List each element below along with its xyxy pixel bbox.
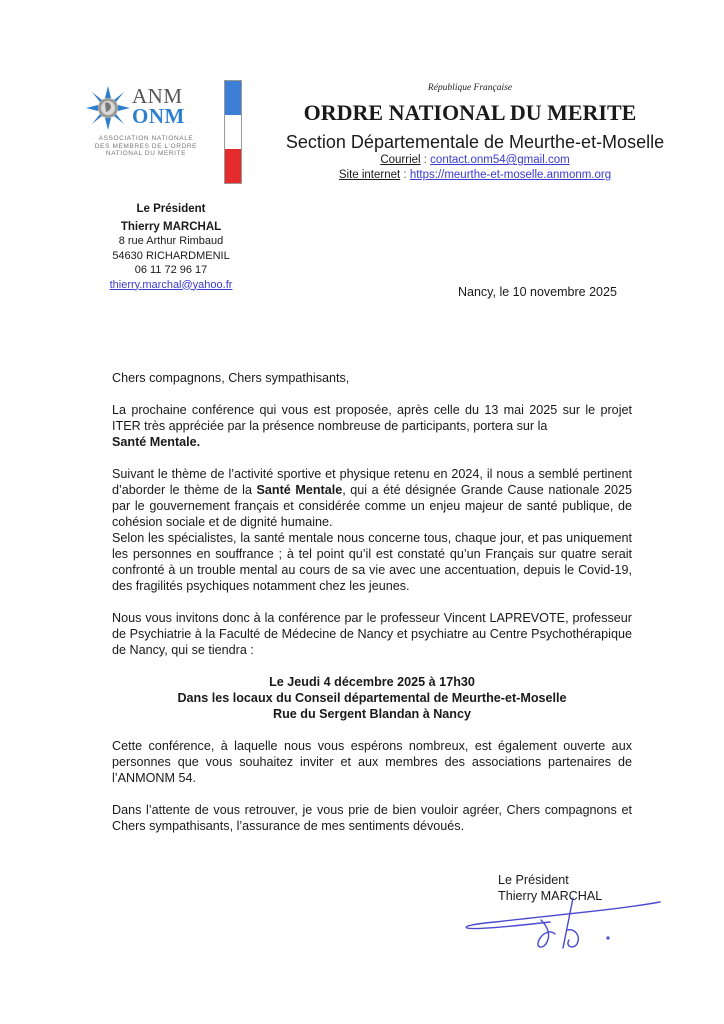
sender-address-city: 54630 RICHARDMENIL [112, 249, 230, 262]
paragraph-text: La prochaine conférence qui vous est proposée, après celle du 13 mai 2025 sur le projet ITER très appréciée par la présence nombreuse de participants, portera sur la [112, 403, 632, 433]
logo-subtitle [84, 135, 208, 158]
republic-label: République Française [427, 83, 513, 93]
email-line [250, 154, 700, 166]
logo-onm-text: ONM [132, 104, 185, 128]
paragraph-2 [112, 466, 632, 530]
sender-address-street: 8 rue Arthur Rimbaud [118, 235, 224, 247]
logo-subtitle-line: ASSOCIATION NATIONALE [98, 135, 194, 142]
event-date: Le Jeudi 4 décembre 2025 à 17h30 [269, 675, 475, 689]
anmonm-logo [84, 84, 214, 157]
paragraph-1 [112, 402, 632, 450]
website-line [250, 169, 700, 181]
separator: : [420, 154, 431, 166]
paragraph-4: Nous vous invitons donc à la conférence par le professeur Vincent LAPREVOTE, professeur de Psychiatrie à la Faculté de Médecine de Nancy et psychiatre au Centre Psychothérapique de Nancy, qui se tiendra : [112, 611, 632, 657]
sender-title: Le Président [136, 203, 206, 215]
flag-blue-band [225, 81, 241, 115]
handwritten-signature-icon [455, 890, 675, 960]
email-label: Courriel [380, 154, 421, 166]
event-venue: Dans les locaux du Conseil départemental de Meurthe-et-Moselle [177, 691, 567, 705]
french-flag-icon [224, 80, 242, 184]
topic-bold: Santé Mentale. [112, 435, 201, 449]
sender-phone: 06 11 72 96 17 [134, 264, 208, 276]
email-link[interactable]: contact.onm54@gmail.com [430, 154, 570, 166]
salutation: Chers compagnons, Chers sympathisants, [112, 371, 350, 385]
paragraph-6: Dans l’attente de vous retrouver, je vous prie de bien vouloir agréer, Chers compagnons et Chers sympathisants, l’assurance de mes sentiments dévoués. [112, 803, 632, 833]
sender-email-link[interactable]: thierry.marchal@yahoo.fr [109, 278, 233, 291]
paragraph-text: , qui a été désignée Grande Cause nationale 2025 par le gouvernement français et considérée comme un enjeu majeur de santé publique, de cohésion sociale et de dignité humaine. [112, 483, 632, 529]
website-label: Site internet [338, 169, 401, 181]
website-link[interactable]: https://meurthe-et-moselle.anmonm.org [409, 169, 612, 181]
organization-title: ORDRE NATIONAL DU MERITE [303, 100, 637, 125]
sender-block [96, 202, 246, 292]
topic-bold: Santé Mentale [256, 483, 343, 497]
paragraph-3: Selon les spécialistes, la santé mentale nous concerne tous, chaque jour, et pas uniquement les personnes en souffrance ; à tel point qu’il est constaté qu’un Français sur quatre serait confronté à un trouble mental au cours de sa vie avec une accentuation, depuis le Covid-19, des fragilités psychiques notamment chez les jeunes. [112, 531, 632, 593]
star-cross-emblem-icon [84, 84, 132, 132]
event-street: Rue du Sergent Blandan à Nancy [272, 707, 472, 721]
separator: : [400, 169, 410, 181]
logo-subtitle-line: DES MEMBRES DE L'ORDRE [94, 142, 198, 150]
signature-name: Thierry MARCHAL [498, 889, 603, 903]
letter-body [112, 370, 632, 834]
flag-red-band [225, 149, 241, 183]
flag-white-band [225, 115, 241, 149]
logo-anm-text: ANM [132, 84, 183, 108]
paragraph-5: Cette conférence, à laquelle nous vous espérons nombreux, est également ouverte aux personnes que vous souhaitez inviter et aux membres des associations partenaires de l’ANMONM 54. [112, 739, 632, 785]
section-title: Section Départementale de Meurthe-et-Moselle [285, 132, 665, 152]
signature-title: Le Président [498, 873, 569, 887]
date-line: Nancy, le 10 novembre 2025 [458, 285, 617, 299]
sender-name: Thierry MARCHAL [120, 220, 222, 233]
logo-subtitle-line: NATIONAL DU MERITE [105, 150, 187, 157]
paragraph-text: Suivant le thème de l’activité sportive et physique retenu en 2024, il nous a semblé pertinent d’aborder le thème de la [112, 467, 632, 497]
